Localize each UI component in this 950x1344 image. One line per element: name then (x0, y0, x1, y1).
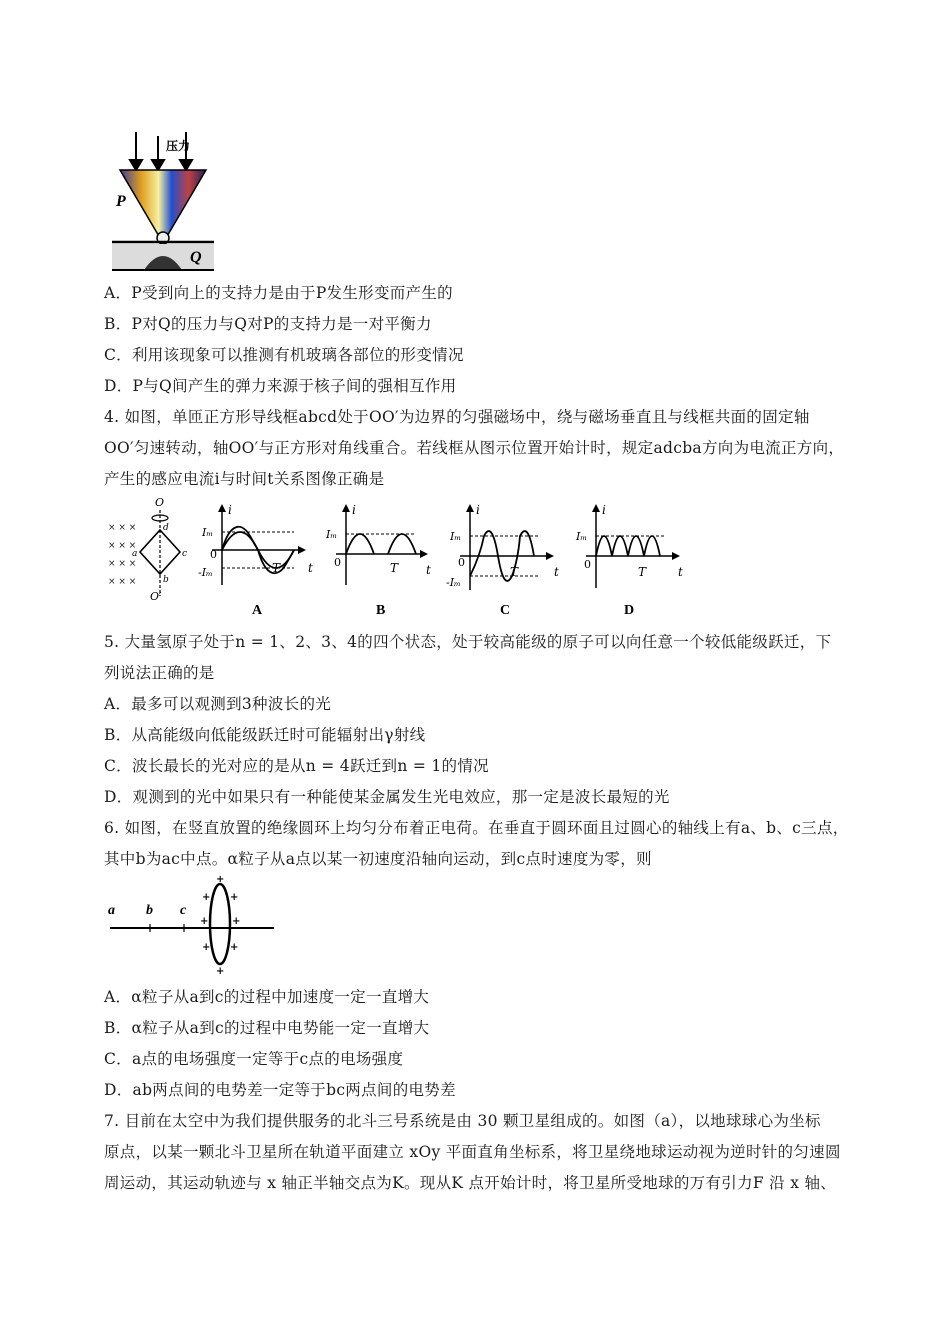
q6-plus-1: + (216, 876, 225, 885)
q4a-i-label: i (228, 503, 232, 517)
q7-line-1: 7. 目前在太空中为我们提供服务的北斗三号系统是由 30 颗卫星组成的。如图（a），以地球球心为坐标 (104, 1112, 821, 1130)
q3-option-d: D．P与Q间产生的弹力来源于核子间的强相互作用 (104, 377, 457, 395)
q5-line-1: 5. 大量氢原子处于n = 1、2、3、4的四个状态，处于较高能级的原子可以向任意一个较低能级跃迁，下 (104, 633, 832, 651)
q4b-im-label: Iₘ (326, 528, 338, 541)
q3-q-label: Q (190, 249, 202, 266)
q6-line-2: 其中b为ac中点。α粒子从a点以某一初速度沿轴向运动，到c点时速度为零，则 (104, 850, 652, 868)
q4-graph-a-label: A (252, 603, 263, 618)
q5-option-a: A．最多可以观测到3种波长的光 (104, 695, 332, 713)
q4c-T-label: T (510, 565, 519, 579)
q4a-T-label: T (272, 561, 281, 575)
q4-oprime-label: O′ (150, 590, 162, 603)
q4-graph-b-label: B (376, 603, 386, 618)
q4a-negim-label: -Iₘ (198, 566, 213, 579)
q4c-im-label: Iₘ (450, 530, 462, 543)
q4-graph-d (572, 500, 692, 620)
q6-plus-6: + (202, 942, 211, 953)
q4b-i-label: i (352, 503, 356, 517)
q4-a-label: a (132, 549, 138, 559)
q5-option-c: C．波长最长的光对应的是从n = 4跃迁到n = 1的情况 (104, 757, 489, 775)
q3-figure (108, 130, 218, 272)
svg-text:× × ×: × × × (108, 577, 137, 587)
q6-option-c: C．a点的电场强度一定等于c点的电场强度 (104, 1050, 404, 1068)
q4a-im-label: Iₘ (202, 526, 214, 539)
q6-option-a: A．α粒子从a到c的过程中加速度一定一直增大 (104, 988, 430, 1006)
q4b-zero: 0 (334, 556, 341, 569)
q3-option-b: B．P对Q的压力与Q对P的支持力是一对平衡力 (104, 315, 432, 333)
q6-ring-figure (104, 876, 284, 976)
q6-option-d: D．ab两点间的电势差一定等于bc两点间的电势差 (104, 1081, 456, 1099)
svg-text:× × ×: × × × (108, 523, 137, 533)
q4b-T-label: T (390, 561, 399, 575)
q4-o-label: O (155, 496, 165, 509)
q4-graph-b (322, 500, 438, 620)
q6-option-b: B．α粒子从a到c的过程中电势能一定一直增大 (104, 1019, 430, 1037)
q6-plus-3: + (230, 892, 239, 903)
q4c-negim-label: -Iₘ (446, 576, 461, 589)
q5-option-b: B．从高能级向低能级跃迁时可能辐射出γ射线 (104, 726, 426, 744)
q4a-t-label: t (308, 561, 313, 575)
q4b-t-label: t (426, 563, 431, 577)
q5-line-2: 列说法正确的是 (104, 664, 215, 682)
q4-c-label: c (182, 549, 188, 559)
q4-line-2: OO′匀速转动，轴OO′与正方形对角线重合。若线框从图示位置开始计时，规定adcba方向为电流正方向， (104, 439, 845, 457)
q6-plus-8: + (216, 966, 225, 976)
svg-text:× × ×: × × × (108, 541, 137, 551)
q6-plus-4: + (200, 916, 209, 927)
q6-b-label: b (146, 903, 153, 918)
q6-plus-2: + (202, 892, 211, 903)
q3-option-a: A．P受到向上的支持力是由于P发生形变而产生的 (104, 284, 453, 302)
q5-option-d: D．观测到的光中如果只有一种能使某金属发生光电效应，那一定是波长最短的光 (104, 788, 670, 806)
q4c-t-label: t (554, 565, 559, 579)
q4-b-label: b (163, 575, 169, 585)
q3-option-c: C．利用该现象可以推测有机玻璃各部位的形变情况 (104, 346, 464, 364)
q4c-i-label: i (476, 503, 480, 517)
q7-line-2: 原点，以某一颗北斗卫星所在轨道平面建立 xOy 平面直角坐标系，将卫星绕地球运动视为逆时针的匀速圆 (104, 1143, 841, 1161)
q4-graph-c (446, 500, 566, 620)
q4d-zero: 0 (584, 558, 591, 571)
q6-c-label: c (180, 903, 187, 918)
q4-d-label: d (163, 523, 169, 533)
q6-a-label: a (108, 903, 115, 918)
q4c-zero: 0 (458, 556, 465, 569)
q4-graph-a (198, 500, 318, 620)
q4d-i-label: i (602, 503, 606, 517)
q4-line-3: 产生的感应电流i与时间t关系图像正确是 (104, 470, 385, 488)
q4d-im-label: Iₘ (576, 530, 588, 543)
q6-plus-7: + (230, 942, 239, 953)
q3-pressure-label: 压力 (166, 139, 191, 153)
q4d-t-label: t (678, 565, 683, 579)
q4-field-figure (106, 496, 198, 604)
q4-graph-d-label: D (624, 603, 635, 618)
q4d-T-label: T (638, 565, 647, 579)
q3-p-label: P (116, 193, 126, 210)
q4-line-1: 4. 如图，单匝正方形导线框abcd处于OO′为边界的匀强磁场中，绕与磁场垂直且与线框共面的固定轴 (104, 408, 810, 426)
svg-text:× × ×: × × × (108, 559, 137, 569)
q6-plus-5: + (232, 916, 241, 927)
q4a-zero: 0 (210, 548, 217, 561)
q7-line-3: 周运动，其运动轨迹与 x 轴正半轴交点为K。现从K 点开始计时，将卫星所受地球的万有引力F 沿 x 轴、 (104, 1174, 837, 1192)
q4-graph-c-label: C (500, 603, 511, 618)
q6-line-1: 6. 如图，在竖直放置的绝缘圆环上均匀分布着正电荷。在垂直于圆环面且过圆心的轴线上有a、b、c三点， (104, 819, 849, 837)
